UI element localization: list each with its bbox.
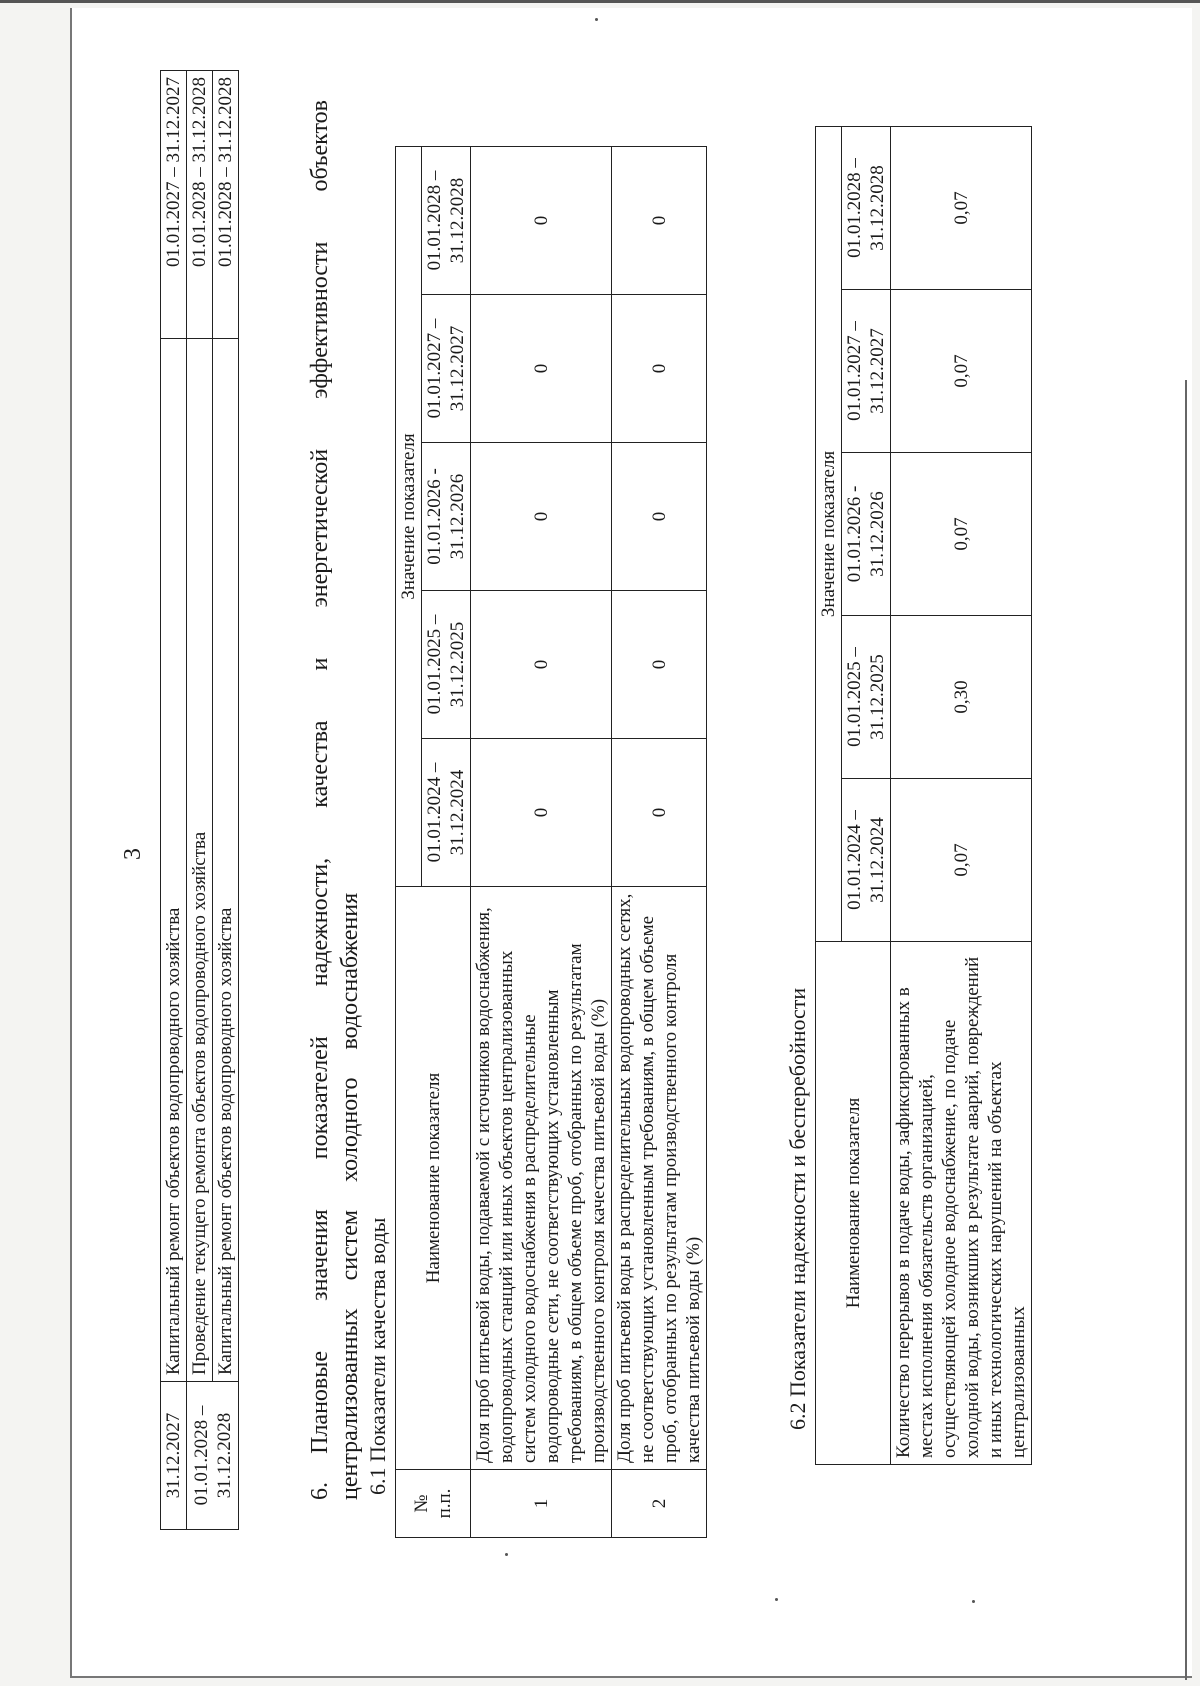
section-6-heading <box>305 100 365 1500</box>
value-cell: 0 <box>612 739 707 887</box>
value-cell: 0,07 <box>891 290 1032 453</box>
value-cell: 0 <box>471 591 612 739</box>
period-header: 01.01.2025 – 31.12.2025 <box>842 616 891 779</box>
rotated-content <box>120 20 1180 1620</box>
value-cell: 0 <box>612 591 707 739</box>
table-row <box>213 71 239 1530</box>
work-cell: Капитальный ремонт объектов водопроводного хозяйства <box>161 339 187 1382</box>
scan-right-edge <box>1185 380 1187 1680</box>
value-cell: 0 <box>471 295 612 443</box>
period-header: 01.01.2025 – 31.12.2025 <box>422 591 471 739</box>
water-quality-table <box>395 146 707 1538</box>
value-cell: 0 <box>471 443 612 591</box>
period-cell: 01.01.2028 – 31.12.2028 <box>187 1382 239 1530</box>
value-cell: 0 <box>471 739 612 887</box>
value-cell: 0 <box>612 295 707 443</box>
header-name: Наименование показателя <box>816 942 891 1465</box>
period-header: 01.01.2027 – 31.12.2027 <box>422 295 471 443</box>
table-6-2-caption: 6.2 Показатели надежности и бесперебойности <box>785 987 810 1430</box>
value-cell: 0,07 <box>891 127 1032 290</box>
date-range-cell: 01.01.2028 – 31.12.2028 <box>213 71 239 339</box>
header-name: Наименование показателя <box>396 887 471 1470</box>
reliability-table <box>815 126 1032 1465</box>
repair-schedule-table <box>160 70 239 1530</box>
value-cell: 0,07 <box>891 453 1032 616</box>
header-value: Значение показателя <box>396 147 422 887</box>
value-cell: 0 <box>471 147 612 295</box>
period-header: 01.01.2026 - 31.12.2026 <box>422 443 471 591</box>
period-header: 01.01.2027 – 31.12.2027 <box>842 290 891 453</box>
indicator-name: Доля проб питьевой воды, подаваемой с источников водоснабжения, водопроводных станций или иных объектов централизованных систем холодного водоснабжения в распределительные водопроводные сети, не соответствующих установленным требованиям, в общем объеме проб, отобранных по результатам производственного контроля качества питьевой воды (%) <box>471 887 612 1470</box>
table-header-row <box>396 147 422 1538</box>
page-number: 3 <box>120 848 146 860</box>
section-title: Плановые значения показателей надежности, качества и энергетической эффективности объектов централизованных систем холодного водоснабжения <box>307 99 363 1500</box>
header-value: Значение показателя <box>816 127 842 942</box>
row-num: 1 <box>471 1470 612 1538</box>
table-row <box>187 71 213 1530</box>
period-header: 01.01.2024 – 31.12.2024 <box>422 739 471 887</box>
value-cell: 0,07 <box>891 779 1032 942</box>
value-cell: 0 <box>612 443 707 591</box>
value-cell: 0 <box>612 147 707 295</box>
date-range-cell: 01.01.2028 – 31.12.2028 <box>187 71 213 339</box>
row-num: 2 <box>612 1470 707 1538</box>
period-cell: 31.12.2027 <box>161 1382 187 1530</box>
header-num: № п.п. <box>396 1470 471 1538</box>
table-row <box>161 71 187 1530</box>
indicator-name: Доля проб питьевой воды в распределительных водопроводных сетях, не соответствующих установленным требованиям, в общем объеме проб, отобранных по результатам производственного контроля качества питьевой воды (%) <box>612 887 707 1470</box>
indicator-name: Количество перерывов в подаче воды, зафиксированных в местах исполнения обязательств организацией, осуществляющей холодное водоснабжение, по подаче холодной воды, возникших в результате аварий, повреждений и иных технологических нарушений на объектах централизованных <box>891 942 1032 1465</box>
table-row <box>612 147 707 1538</box>
work-cell: Капитальный ремонт объектов водопроводного хозяйства <box>213 339 239 1382</box>
section-number: 6. <box>307 1482 333 1500</box>
scan-top-edge <box>0 0 1200 3</box>
period-header: 01.01.2026 - 31.12.2026 <box>842 453 891 616</box>
work-cell: Проведение текущего ремонта объектов водопроводного хозяйства <box>187 339 213 1382</box>
table-row <box>891 127 1032 1465</box>
table-row <box>471 147 612 1538</box>
table-header-row <box>816 127 842 1465</box>
value-cell: 0,30 <box>891 616 1032 779</box>
period-header: 01.01.2028 – 31.12.2028 <box>842 127 891 290</box>
period-header: 01.01.2028 – 31.12.2028 <box>422 147 471 295</box>
table-6-1-caption: 6.1 Показатели качества воды <box>365 1217 390 1495</box>
date-range-cell: 01.01.2027 – 31.12.2027 <box>161 71 187 339</box>
period-header: 01.01.2024 – 31.12.2024 <box>842 779 891 942</box>
